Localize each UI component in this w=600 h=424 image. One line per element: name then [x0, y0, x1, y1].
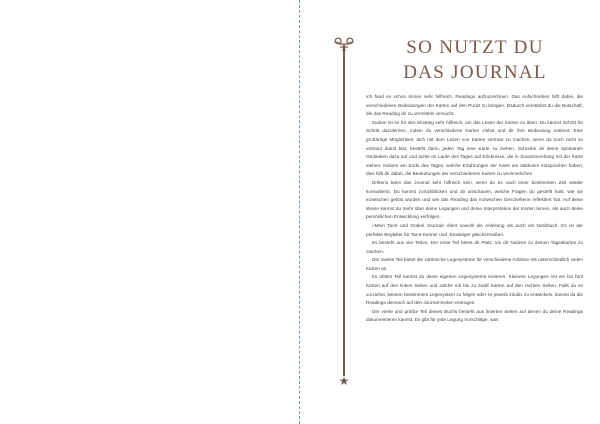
- paragraph: Ich fand es schon immer sehr hilfreich, Readings aufzuzeichnen. Das Aufschreiben hilft dabei, die verschiedenen Bedeutungen der Karten auf den Punkt zu bringen. Dadurch verstärkst du die Botschaft, die das Reading dir zu vermitteln versucht.: [366, 94, 583, 117]
- paragraph: Zudem ist es für den Einstieg sehr hilfreich, um das Lesen der Karten zu üben. Du kannst Schritt für Schritt dazulernen, indem du verschiedene Karten ziehst und dir ihre Bedeutung notierst. Eine großartige Möglichkeit, dich mit dem Lesen von Karten vertraut zu machen, wenn du noch nicht so vertraut damit bist, besteht darin, jeden Tag eine Karte zu ziehen. Schreibe dir deine spontanen Gedanken dazu auf und achte im Laufe des Tages auf Erlebnisse, die in Zusammenhang mit der Karte stehen. Notiere am Ende des Tages, welche Erfahrungen der Karte am stärksten entsprochen haben; dies hilft dir dabei, die Bedeutungen der verschiedenen Karten zu verinnerlichen.: [366, 119, 583, 177]
- star-icon: ★: [338, 374, 350, 388]
- paragraph: Es besteht aus vier Teilen. Der erste Teil bietet dir Platz, um dir Notizen zu deinen Tageskarten zu machen.: [366, 240, 583, 254]
- paragraph: Der vierte und größte Teil dieses Buchs besteht aus linierten Seiten auf denen du deine Readings dokumentieren kannst. Es gibt für jede Legung Vorschläge, was: [366, 308, 583, 323]
- page-title: SO NUTZT DU DAS JOURNAL: [403, 37, 547, 83]
- paragraph: Im dritten Teil kannst du deine eigenen Legesysteme kreieren. Kleinere Legungen mit ein bis fünf Karten auf den linken Seiten und solche mit bis zu zwölf Karten auf den rechten Seiten. Falls du es vorziehst, keinem bestimmten Legesystem zu folgen oder es jeweils intuitiv zu entwickeln, kannst du die Readings dennoch auf den Journal-Seiten eintragen.: [366, 274, 583, 306]
- paragraph: »Mein Tarot und Orakel Journal« dient sowohl als Anleitung als auch als Notizbuch. Es ist der perfekte Begleiter für Tarot-Kenner und -Einsteiger gleichermaßen.: [366, 222, 583, 237]
- scroll-ornament-icon: [332, 34, 356, 56]
- paragraph: Drittens kann das Journal sehr hilfreich sein, wenn du es nach einer bestimmten Zeit wieder konsultierst. Du kannst zurückblicken und dir anschauen, welche Fragen du gestellt hast, wie sie inzwischen gelöst wurden und wie das Reading das inzwischen Geschehene reflektiert hat. Auf diese Weise kannst du mehr über deine Legungen und deine Interpretation der Karten lernen, als auch deine persönlichen Entwicklung verfolgen.: [366, 179, 583, 220]
- left-page-blank: [0, 0, 299, 424]
- page-gutter-divider: [299, 0, 300, 424]
- vertical-ornament-rule: [343, 54, 345, 376]
- paragraph: Der zweite Teil bietet die zahlreiche Legesysteme für verschiedene Anlässe mit unterschiedlich vielen Karten an.: [366, 257, 583, 271]
- body-text: [366, 93, 583, 325]
